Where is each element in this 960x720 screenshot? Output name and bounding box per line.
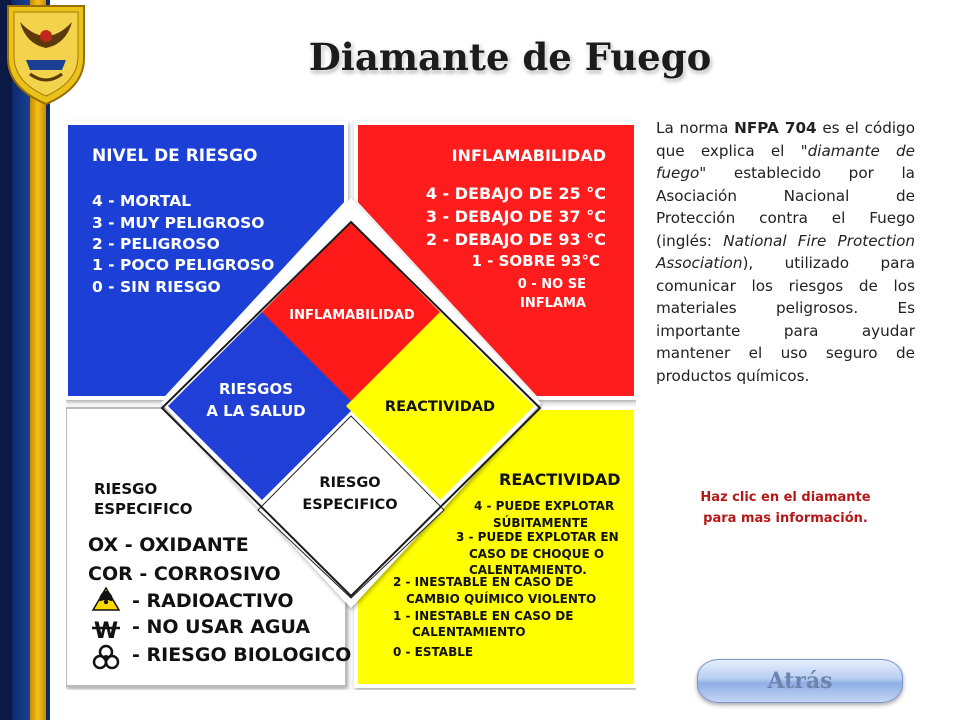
reactivity-item: CALENTAMIENTO — [412, 625, 526, 639]
reactivity-item: 4 - PUEDE EXPLOTAR — [474, 499, 615, 513]
reactivity-item: CASO DE CHOQUE O — [469, 547, 605, 561]
flammability-item: 4 - DEBAJO DE 25 °C — [425, 184, 606, 203]
reactivity-title: REACTIVIDAD — [499, 470, 621, 489]
center-reactivity-label: REACTIVIDAD — [384, 399, 496, 415]
reactivity-item: CAMBIO QUÍMICO VIOLENTO — [406, 592, 597, 606]
svg-text:W: W — [93, 619, 119, 644]
health-item: 4 - MORTAL — [92, 192, 192, 210]
health-item: 0 - SIN RIESGO — [92, 278, 221, 296]
specific-item: COR - CORROSIVO — [88, 563, 281, 585]
nfpa-diamond[interactable] — [66, 118, 636, 690]
flammability-title: INFLAMABILIDAD — [451, 146, 606, 165]
flammability-item: 3 - DEBAJO DE 37 °C — [425, 207, 606, 226]
reactivity-item: SÚBITAMENTE — [493, 516, 589, 530]
center-specific-label-1: RIESGO — [319, 475, 381, 491]
health-title: NIVEL DE RIESGO — [92, 146, 258, 166]
description-paragraph: La norma NFPA 704 es el código que explica el "diamante de fuego" establecido por la Asociación Nacional de Protección contra el Fuego (inglés: National Fire Protection Association), utilizado para comunicar los riesgos de los materiales peligrosos. Es importante para ayudar mantener el uso seguro de productos químicos. — [656, 119, 915, 385]
reactivity-item: CALENTAMIENTO. — [469, 563, 587, 577]
university-shield-logo — [0, 0, 92, 110]
no-water-icon — [92, 619, 120, 644]
specific-item: OX - OXIDANTE — [88, 534, 249, 556]
page-title: Diamante de Fuego — [308, 35, 712, 79]
health-item: 2 - PELIGROSO — [92, 235, 220, 253]
specific-item: - NO USAR AGUA — [132, 616, 311, 638]
flammability-item: 2 - DEBAJO DE 93 °C — [425, 230, 606, 249]
specific-item: - RIESGO BIOLOGICO — [132, 644, 352, 666]
health-item: 1 - POCO PELIGROSO — [92, 256, 275, 274]
click-diamond-hint: Haz clic en el diamante para mas información. — [700, 490, 871, 526]
center-health-label-1: RIESGOS — [218, 380, 294, 398]
reactivity-item: 3 - PUEDE EXPLOTAR EN — [456, 530, 619, 544]
norm-name: NFPA 704 — [734, 119, 817, 137]
health-item: 3 - MUY PELIGROSO — [92, 214, 265, 232]
center-flammability-label: INFLAMABILIDAD — [289, 308, 415, 323]
reactivity-item: 0 - ESTABLE — [393, 645, 474, 659]
specific-title-2: ESPECIFICO — [94, 500, 193, 518]
flammability-item: 1 - SOBRE 93°C — [471, 252, 600, 270]
back-button[interactable]: Atrás — [697, 659, 903, 703]
center-specific-label-2: ESPECIFICO — [302, 497, 398, 513]
center-health-label-2: A LA SALUD — [206, 402, 306, 420]
flammability-item: 0 - NO SE — [517, 277, 586, 292]
reactivity-item: 2 - INESTABLE EN CASO DE — [393, 575, 574, 589]
reactivity-item: 1 - INESTABLE EN CASO DE — [393, 609, 574, 623]
flammability-item: INFLAMA — [520, 296, 586, 311]
specific-title-1: RIESGO — [94, 480, 158, 498]
specific-item: - RADIOACTIVO — [132, 590, 294, 612]
